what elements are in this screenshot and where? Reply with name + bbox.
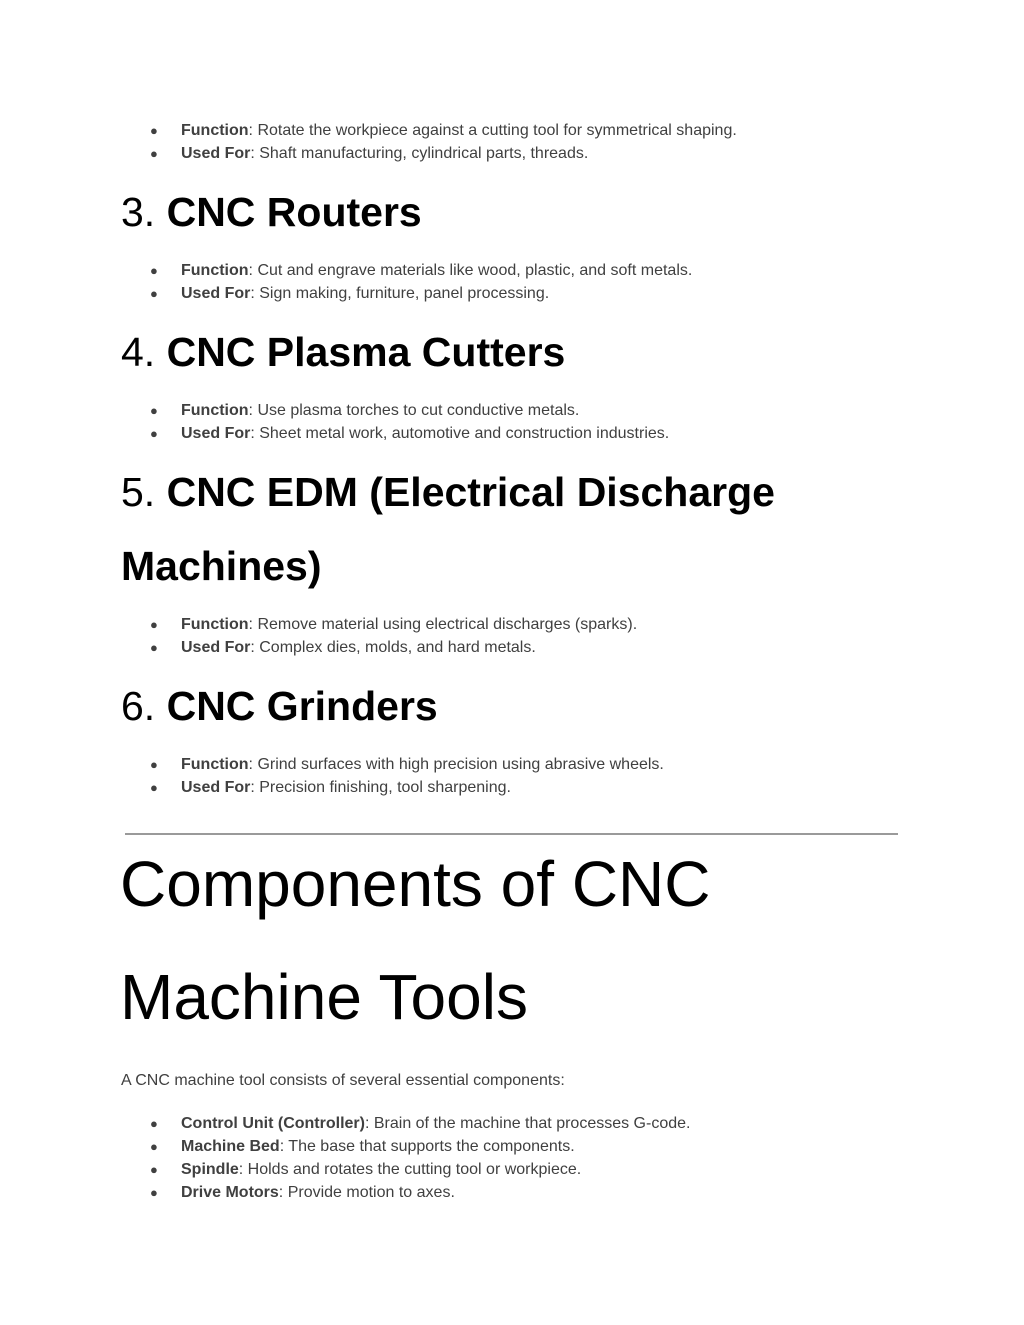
item-text: : Holds and rotates the cutting tool or workpiece. (238, 1161, 582, 1178)
bullet-icon: ● (150, 286, 158, 301)
item-label: Function (181, 262, 249, 279)
list-item (150, 1158, 690, 1181)
list-item (150, 142, 737, 165)
item-label: Function (181, 756, 249, 773)
item-text: : Sheet metal work, automotive and construction industries. (250, 425, 670, 442)
bullet-icon: ● (150, 146, 158, 161)
components-intro: A CNC machine tool consists of several essential components: (121, 1072, 565, 1089)
section-title: CNC Grinders (166, 683, 438, 729)
list-item (150, 259, 692, 282)
item-text: : Cut and engrave materials like wood, plastic, and soft metals. (248, 262, 693, 279)
item-text: : Provide motion to axes. (278, 1184, 455, 1201)
item-text: : Complex dies, molds, and hard metals. (250, 639, 536, 656)
section-heading-routers (121, 175, 422, 249)
list-item (150, 422, 669, 445)
list-item (150, 613, 637, 636)
item-text: : Sign making, furniture, panel processing. (250, 285, 550, 302)
item-text: : Use plasma torches to cut conductive metals. (248, 402, 580, 419)
bullet-icon: ● (150, 617, 158, 632)
list-item (150, 776, 664, 799)
bullet-icon: ● (150, 1139, 158, 1154)
section-heading-edm (121, 455, 901, 603)
item-label: Function (181, 122, 249, 139)
item-text: : Precision finishing, tool sharpening. (250, 779, 511, 796)
edm-bullet-list (150, 613, 637, 659)
item-text: : The base that supports the components. (279, 1138, 575, 1155)
section-number: 5. (121, 469, 167, 515)
lathe-bullet-list (150, 119, 737, 165)
item-text: : Shaft manufacturing, cylindrical parts, threads. (250, 145, 589, 162)
item-label: Used For (181, 639, 251, 656)
list-item (150, 636, 637, 659)
bullet-icon: ● (150, 640, 158, 655)
section-heading-grinders (121, 669, 438, 743)
bullet-icon: ● (150, 403, 158, 418)
components-heading: Components of CNC Machine Tools (120, 848, 711, 1033)
bullet-icon: ● (150, 123, 158, 138)
grinders-bullet-list (150, 753, 664, 799)
item-text: : Remove material using electrical discharges (sparks). (248, 616, 638, 633)
item-label: Used For (181, 425, 251, 442)
list-item (150, 1112, 690, 1135)
bullet-icon: ● (150, 757, 158, 772)
item-text: : Rotate the workpiece against a cutting tool for symmetrical shaping. (248, 122, 737, 139)
list-item (150, 119, 737, 142)
components-bullet-list (150, 1112, 690, 1204)
item-text: : Brain of the machine that processes G-code. (364, 1115, 691, 1132)
list-item (150, 1135, 690, 1158)
item-text: : Grind surfaces with high precision using abrasive wheels. (248, 756, 664, 773)
list-item (150, 282, 692, 305)
section-number: 4. (121, 329, 167, 375)
routers-bullet-list (150, 259, 692, 305)
section-number: 3. (121, 189, 167, 235)
item-label: Used For (181, 779, 251, 796)
item-label: Drive Motors (181, 1184, 279, 1201)
item-label: Function (181, 402, 249, 419)
item-label: Used For (181, 145, 251, 162)
bullet-icon: ● (150, 780, 158, 795)
item-label: Spindle (181, 1161, 239, 1178)
list-item (150, 753, 664, 776)
section-number: 6. (121, 683, 167, 729)
list-item (150, 1181, 690, 1204)
section-title: CNC Routers (166, 189, 422, 235)
item-label: Function (181, 616, 249, 633)
bullet-icon: ● (150, 1162, 158, 1177)
plasma-bullet-list (150, 399, 669, 445)
item-label: Machine Bed (181, 1138, 280, 1155)
section-title: CNC EDM (Electrical Discharge Machines) (121, 469, 775, 589)
section-title: CNC Plasma Cutters (166, 329, 566, 375)
item-label: Used For (181, 285, 251, 302)
bullet-icon: ● (150, 1185, 158, 1200)
bullet-icon: ● (150, 426, 158, 441)
bullet-icon: ● (150, 1116, 158, 1131)
list-item (150, 399, 669, 422)
item-label: Control Unit (Controller) (181, 1115, 365, 1132)
bullet-icon: ● (150, 263, 158, 278)
section-heading-plasma-cutters (121, 315, 565, 389)
